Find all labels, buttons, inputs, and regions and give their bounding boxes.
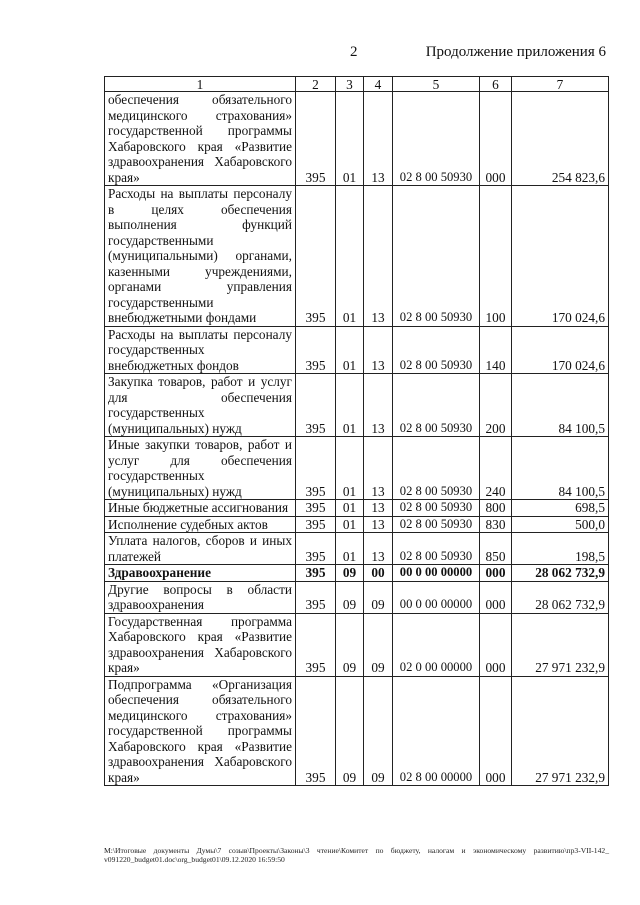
column-header: 1 [105,77,296,92]
row-target-code: 02 8 00 50930 [393,186,480,327]
row-subsection-code: 09 [364,676,393,786]
row-amount: 198,5 [512,533,609,565]
row-section-code: 09 [336,565,364,582]
row-target-code: 02 8 00 00000 [393,676,480,786]
column-header: 6 [480,77,512,92]
row-target-code: 00 0 00 00000 [393,565,480,582]
column-number-row [105,77,609,92]
table-row [105,437,609,500]
table-row [105,500,609,517]
table-row [105,613,609,676]
row-name: Подпрограмма «Организация обеспечения обязательного медицинского страхования» государственной программы Хабаровского края «Развитие здравоохранения Хабаровского края» [105,676,296,786]
table-row [105,186,609,327]
row-name: Расходы на выплаты персоналу в целях обеспечения выполнения функций государственными (муниципальными) органами, казенными учреждениями, органами управления государственными внебюджетными фондами [105,186,296,327]
row-ministry-code: 395 [296,516,336,533]
table-row [105,374,609,437]
row-subsection-code: 13 [364,186,393,327]
row-subsection-code: 13 [364,92,393,186]
row-ministry-code: 395 [296,92,336,186]
row-expense-type: 200 [480,374,512,437]
row-amount: 27 971 232,9 [512,676,609,786]
document-path-footer: M:\Итоговые документы Думы\7 созыв\Проекты\Законы\3 чтение\Комитет по бюджету, налогам и экономическому развитию\пр3-VII-142_ v091220_budget01.doc\org_budget01\09.12.2020 16:59:50 [104,846,609,864]
row-amount: 170 024,6 [512,186,609,327]
row-name: Закупка товаров, работ и услуг для обеспечения государственных (муниципальных) нужд [105,374,296,437]
row-section-code: 01 [336,374,364,437]
row-name: Государственная программа Хабаровского края «Развитие здравоохранения Хабаровского края» [105,613,296,676]
row-amount: 27 971 232,9 [512,613,609,676]
row-name: Иные закупки товаров, работ и услуг для обеспечения государственных (муниципальных) нужд [105,437,296,500]
row-amount: 170 024,6 [512,326,609,374]
row-amount: 698,5 [512,500,609,517]
row-name: Иные бюджетные ассигнования [105,500,296,517]
row-section-code: 09 [336,676,364,786]
table-row [105,581,609,613]
row-amount: 84 100,5 [512,374,609,437]
row-amount: 254 823,6 [512,92,609,186]
row-target-code: 02 8 00 50930 [393,533,480,565]
row-name: Уплата налогов, сборов и иных платежей [105,533,296,565]
row-target-code: 02 8 00 50930 [393,500,480,517]
table-row [105,533,609,565]
row-name: Расходы на выплаты персоналу государственных внебюджетных фондов [105,326,296,374]
row-subsection-code: 00 [364,565,393,582]
row-ministry-code: 395 [296,533,336,565]
row-target-code: 02 0 00 00000 [393,613,480,676]
row-ministry-code: 395 [296,676,336,786]
row-ministry-code: 395 [296,186,336,327]
row-ministry-code: 395 [296,581,336,613]
row-section-code: 01 [336,186,364,327]
row-subsection-code: 13 [364,516,393,533]
row-target-code: 02 8 00 50930 [393,516,480,533]
row-name: Исполнение судебных актов [105,516,296,533]
table-row-section-total [105,565,609,582]
row-section-code: 01 [336,437,364,500]
row-ministry-code: 395 [296,565,336,582]
column-header: 4 [364,77,393,92]
row-section-code: 01 [336,500,364,517]
row-expense-type: 000 [480,581,512,613]
row-expense-type: 000 [480,613,512,676]
column-header: 3 [336,77,364,92]
row-section-code: 01 [336,516,364,533]
row-section-code: 01 [336,326,364,374]
continuation-label: Продолжение приложения 6 [425,44,606,60]
row-expense-type: 240 [480,437,512,500]
row-expense-type: 000 [480,676,512,786]
row-amount: 500,0 [512,516,609,533]
row-subsection-code: 13 [364,533,393,565]
row-expense-type: 830 [480,516,512,533]
row-target-code: 02 8 00 50930 [393,374,480,437]
column-header: 7 [512,77,609,92]
table-row [105,676,609,786]
row-expense-type: 140 [480,326,512,374]
row-expense-type: 850 [480,533,512,565]
row-subsection-code: 13 [364,500,393,517]
row-name: Другие вопросы в области здравоохранения [105,581,296,613]
table-row [105,516,609,533]
row-amount: 28 062 732,9 [512,581,609,613]
row-subsection-code: 09 [364,613,393,676]
page-number: 2 [350,44,358,60]
row-target-code: 02 8 00 50930 [393,92,480,186]
row-section-code: 01 [336,533,364,565]
row-name: Здравоохранение [105,565,296,582]
row-target-code: 00 0 00 00000 [393,581,480,613]
row-target-code: 02 8 00 50930 [393,326,480,374]
row-expense-type: 100 [480,186,512,327]
row-target-code: 02 8 00 50930 [393,437,480,500]
row-amount: 28 062 732,9 [512,565,609,582]
row-ministry-code: 395 [296,613,336,676]
row-expense-type: 000 [480,92,512,186]
budget-table [104,76,609,786]
row-name: обеспечения обязательного медицинского страхования» государственной программы Хабаровского края «Развитие здравоохранения Хабаровского края» [105,92,296,186]
table-row [105,326,609,374]
row-amount: 84 100,5 [512,437,609,500]
table-row [105,92,609,186]
row-expense-type: 800 [480,500,512,517]
row-section-code: 09 [336,581,364,613]
column-header: 5 [393,77,480,92]
row-subsection-code: 09 [364,581,393,613]
row-section-code: 01 [336,92,364,186]
row-expense-type: 000 [480,565,512,582]
row-ministry-code: 395 [296,374,336,437]
row-subsection-code: 13 [364,437,393,500]
row-subsection-code: 13 [364,326,393,374]
column-header: 2 [296,77,336,92]
row-subsection-code: 13 [364,374,393,437]
row-ministry-code: 395 [296,326,336,374]
row-ministry-code: 395 [296,437,336,500]
row-ministry-code: 395 [296,500,336,517]
row-section-code: 09 [336,613,364,676]
